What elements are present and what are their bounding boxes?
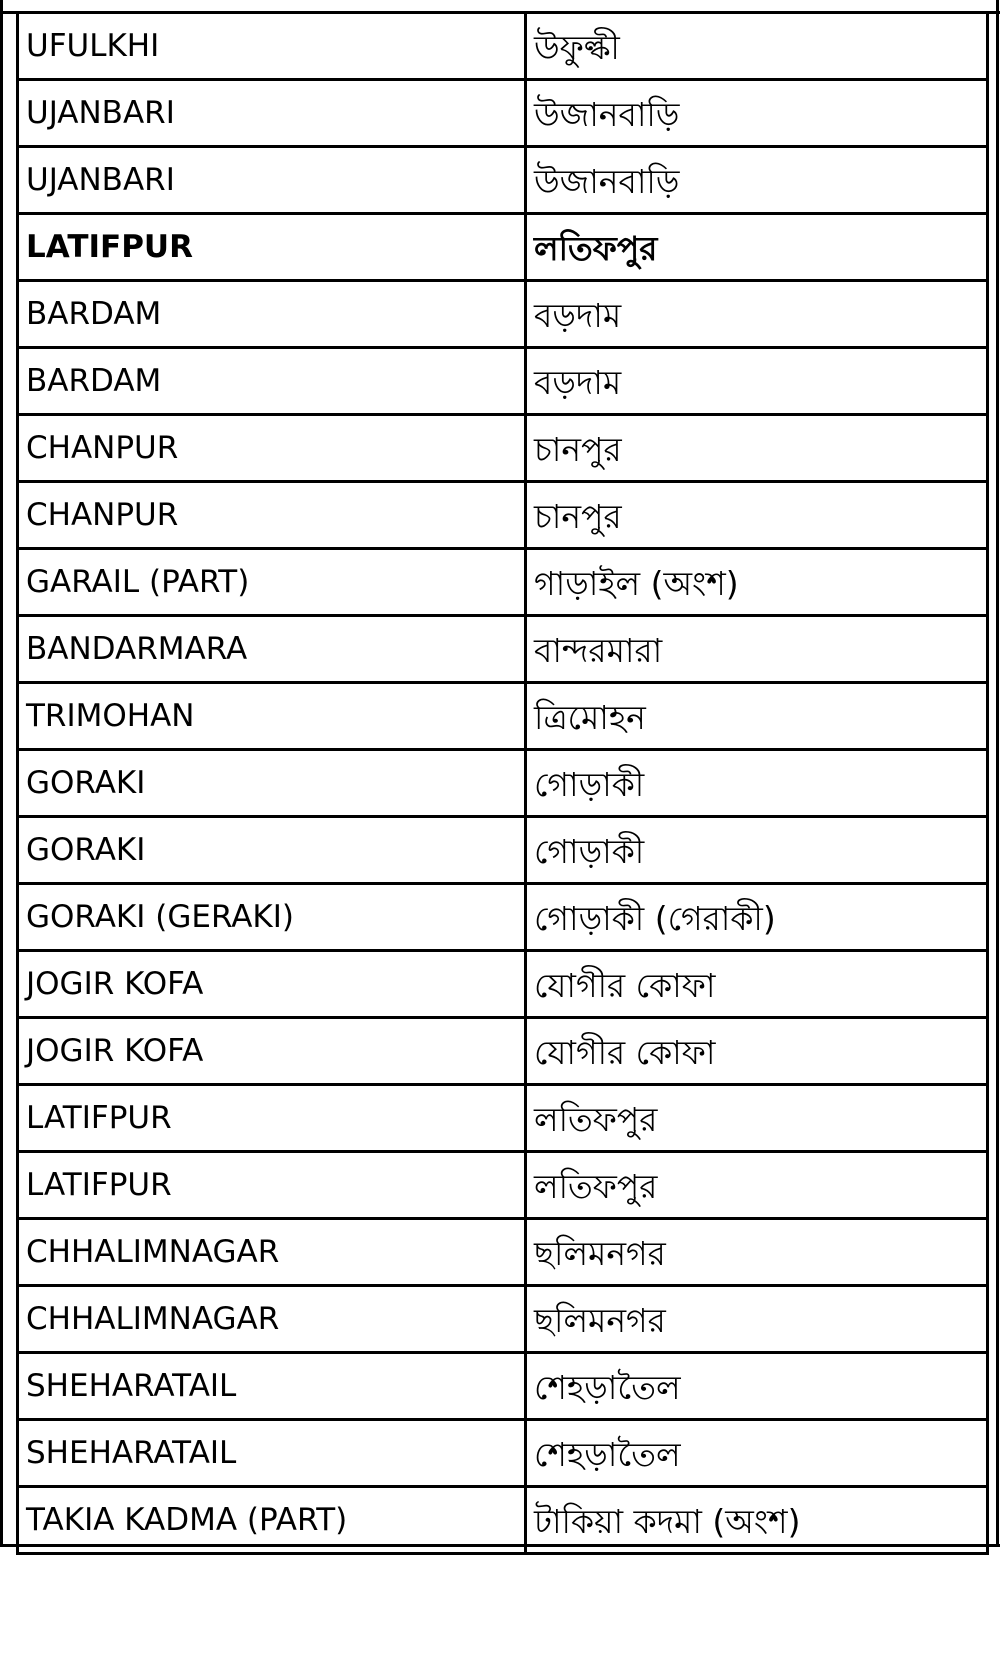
table-row: [18, 214, 988, 281]
english-name-cell: LATIFPUR: [18, 214, 526, 281]
english-name-cell: UJANBARI: [18, 80, 526, 147]
english-name-cell: TRIMOHAN: [18, 683, 526, 750]
english-name-cell: LATIFPUR: [18, 1152, 526, 1219]
bengali-name-cell: গোড়াকী: [526, 817, 988, 884]
table-row: [18, 1219, 988, 1286]
english-name-cell: GARAIL (PART): [18, 549, 526, 616]
english-name-cell: SHEHARATAIL: [18, 1353, 526, 1420]
bengali-name-cell: যোগীর কোফা: [526, 951, 988, 1018]
table-row: [18, 80, 988, 147]
bengali-name-cell: গাড়াইল (অংশ): [526, 549, 988, 616]
table-row: [18, 348, 988, 415]
english-name-cell: CHHALIMNAGAR: [18, 1219, 526, 1286]
bengali-name-cell: ত্রিমোহন: [526, 683, 988, 750]
bengali-name-cell: উজানবাড়ি: [526, 80, 988, 147]
table-row: [18, 1085, 988, 1152]
english-name-cell: GORAKI (GERAKI): [18, 884, 526, 951]
table-row: [18, 549, 988, 616]
bengali-name-cell: শেহড়াতৈল: [526, 1353, 988, 1420]
bengali-name-cell: শেহড়াতৈল: [526, 1420, 988, 1487]
bengali-name-cell: ছলিমনগর: [526, 1219, 988, 1286]
table-row: [18, 951, 988, 1018]
table-row: [18, 482, 988, 549]
bengali-name-cell: চানপুর: [526, 482, 988, 549]
table-row: [18, 817, 988, 884]
english-name-cell: BANDARMARA: [18, 616, 526, 683]
table-row: [18, 1353, 988, 1420]
bengali-name-cell: বান্দরমারা: [526, 616, 988, 683]
table-row: [18, 616, 988, 683]
english-name-cell: CHANPUR: [18, 482, 526, 549]
bengali-name-cell: গোড়াকী: [526, 750, 988, 817]
table-row: [18, 750, 988, 817]
table-row: [18, 281, 988, 348]
bengali-name-cell: যোগীর কোফা: [526, 1018, 988, 1085]
table-row: [18, 13, 988, 80]
bengali-name-cell: উজানবাড়ি: [526, 147, 988, 214]
english-name-cell: CHHALIMNAGAR: [18, 1286, 526, 1353]
village-name-table: [16, 11, 989, 1555]
bengali-name-cell: লতিফপুর: [526, 1152, 988, 1219]
english-name-cell: GORAKI: [18, 817, 526, 884]
english-name-cell: UJANBARI: [18, 147, 526, 214]
english-name-cell: LATIFPUR: [18, 1085, 526, 1152]
english-name-cell: JOGIR KOFA: [18, 951, 526, 1018]
table-row: [18, 884, 988, 951]
bottom-edge-line: [0, 1544, 1000, 1547]
table-row: [18, 683, 988, 750]
english-name-cell: TAKIA KADMA (PART): [18, 1487, 526, 1554]
english-name-cell: CHANPUR: [18, 415, 526, 482]
english-name-cell: UFULKHI: [18, 13, 526, 80]
table-row: [18, 1286, 988, 1353]
table-row: [18, 1018, 988, 1085]
english-name-cell: JOGIR KOFA: [18, 1018, 526, 1085]
bengali-name-cell: লতিফপুর: [526, 214, 988, 281]
bengali-name-cell: বড়দাম: [526, 281, 988, 348]
bengali-name-cell: গোড়াকী (গেরাকী): [526, 884, 988, 951]
english-name-cell: GORAKI: [18, 750, 526, 817]
english-name-cell: BARDAM: [18, 348, 526, 415]
left-edge-line: [0, 0, 3, 1547]
table-row: [18, 415, 988, 482]
bengali-name-cell: বড়দাম: [526, 348, 988, 415]
table-row: [18, 147, 988, 214]
bengali-name-cell: টাকিয়া কদমা (অংশ): [526, 1487, 988, 1554]
english-name-cell: BARDAM: [18, 281, 526, 348]
table-row: [18, 1420, 988, 1487]
bengali-name-cell: উফুল্কী: [526, 13, 988, 80]
english-name-cell: SHEHARATAIL: [18, 1420, 526, 1487]
table-body: [18, 13, 988, 1554]
bengali-name-cell: লতিফপুর: [526, 1085, 988, 1152]
bengali-name-cell: ছলিমনগর: [526, 1286, 988, 1353]
bengali-name-cell: চানপুর: [526, 415, 988, 482]
table-row: [18, 1152, 988, 1219]
right-edge-line: [996, 0, 999, 1547]
